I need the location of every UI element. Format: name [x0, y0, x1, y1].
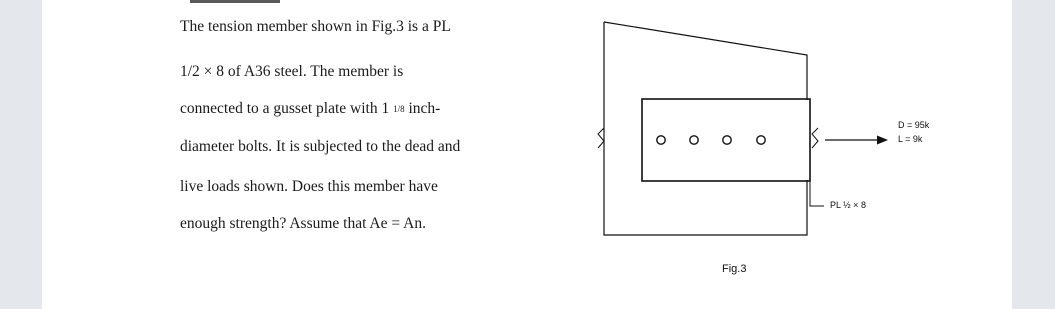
dead-load-label: D = 95k — [898, 120, 930, 130]
right-break-line — [812, 128, 818, 148]
tension-member-plate — [642, 99, 810, 181]
bolt-hole — [657, 136, 665, 144]
gusset-plate — [604, 22, 807, 235]
bolt-hole — [757, 136, 765, 144]
live-load-label: L = 9k — [898, 134, 923, 144]
load-arrow-head — [877, 136, 888, 145]
bolt-diameter-fraction: 1/8 — [393, 104, 405, 114]
problem-line-3-text: connected to a gusset plate with 1 — [180, 100, 390, 117]
problem-line-2: 1/2 × 8 of A36 steel. The member is — [180, 63, 404, 80]
bolt-hole — [723, 136, 731, 144]
gusset-plate-top — [604, 22, 807, 100]
plate-size-label: PL ½ × 8 — [830, 200, 866, 210]
plate-label-leader — [810, 181, 824, 206]
problem-line-5: live loads shown. Does this member have — [180, 178, 438, 195]
bolt-hole — [690, 136, 698, 144]
problem-line-1: The tension member shown in Fig.3 is a PL — [180, 18, 451, 35]
problem-line-3-end: inch- — [404, 100, 441, 117]
problem-line-6: enough strength? Assume that Ae = An. — [180, 215, 426, 232]
problem-line-4: diameter bolts. It is subjected to the dead and — [180, 138, 461, 155]
figure-caption: Fig.3 — [722, 263, 747, 275]
left-break-line — [598, 128, 604, 148]
